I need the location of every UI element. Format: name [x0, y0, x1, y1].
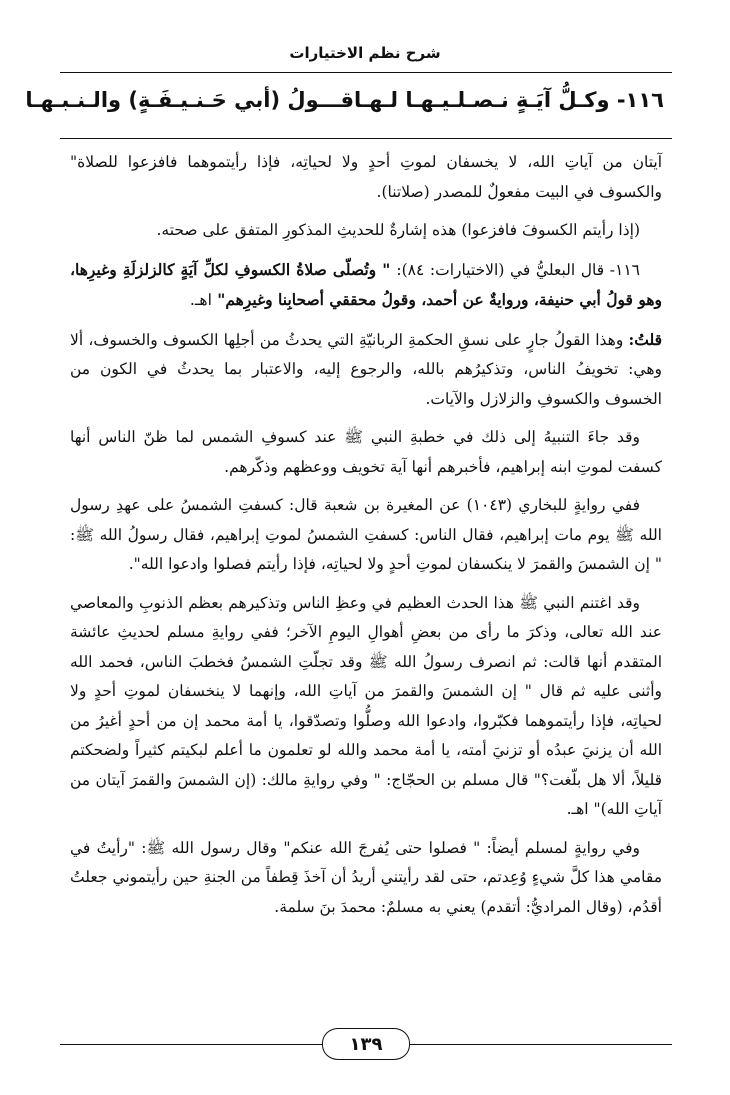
paragraph-1: آيتان من آياتِ الله، لا يخسفان لموتِ أحدٍ ولا لحياتِه، فإذا رأيتموهما فافزعوا للصلاة" والكسوف في البيت مفعولٌ للمصدر (صلاتنا). — [70, 153, 662, 201]
running-title: شرح نظم الاختيارات — [289, 44, 441, 62]
header-rule — [60, 72, 672, 73]
page-number: ١٣٩ — [322, 1028, 410, 1060]
verse-line — [25, 88, 664, 112]
paragraph-6: ففي روايةٍ للبخاري (١٠٤٣) عن المغيرة بن شعبة قال: كسفتِ الشمسُ على عهدِ رسول الله ﷺ يوم مات إبراهيم، فقال الناس: كسفتِ الشمسُ لموتِ إبراهيم، فقال رسولُ الله ﷺ: " إن الشمسَ والقمرَ لا ينكسفان لموتِ أحدٍ ولا لحياتِه، فإذا رأيتم فصلوا وادعوا الله". — [70, 496, 662, 573]
paragraph-7: وقد اغتنم النبي ﷺ هذا الحدث العظيم في وعظِ الناس وتذكيرهم بعظم الذنوبِ والمعاصي عند الله تعالى، وذكرَ ما رأى من بعضِ أهوالِ اليومِ الآخر؛ ففي روايةِ مسلم لحديثِ عائشة المتقدم أنها قالت: ثم انصرف رسولُ الله ﷺ وقد تجلّتِ الشمسُ فخطبَ الناس، فحمد الله وأثنى عليه ثم قال " إن الشمسَ والقمرَ من آياتِ الله، وإنهما لا ينخسفان لموتِ أحدٍ ولا لحياتِه، فإذا رأيتموهما فكبّروا، وادعوا الله وصلُّوا وتصدّقوا، يا أمة محمد إن من أحدٍ أغيرُ من الله أن يزنيَ عبدُه أو تزنيَ أمته، يا أمة محمد والله لو تعلمون ما أعلم لبكيتم كثيراً ولضحكتم قليلاً، ألا هل بلّغت؟" قال مسلم بن الحجّاج: " وفي روايةِ مالك: (إن الشمسَ والقمرَ آيتان من آياتِ الله)" اهـ. — [70, 593, 662, 818]
paragraph-2: (إذا رأيتم الكسوفَ فافزعوا) هذه إشارةٌ للحديثِ المذكورِ المتفق على صحته. — [156, 221, 640, 239]
paragraph-8: وفي روايةٍ لمسلم أيضاً: " فصلوا حتى يُفرجَ الله عنكم" وقال رسول الله ﷺ: "رأيتُ في مقامي هذا كلَّ شيءٍ وُعِدتم، حتى لقد رأيتني أريدُ أن آخذَ قِطفاً من الجنةِ حين رأيتموني جعلتُ أقدُم، (وقال المراديُّ: أتقدم) يعني به مسلمٌ: محمدَ بنَ سلمة. — [70, 838, 662, 916]
verse-second-hemistich: قـــولُ (أبي حَـنـيـفَـةٍ) والـنـبـهـا — [25, 88, 355, 112]
paragraph-5: وقد جاءَ التنبيهُ إلى ذلك في خطبةِ النبي ﷺ عند كسوفِ الشمس لما ظنّ الناس أنها كسفت لموتِ ابنه إبراهيم، فأخبرهم أنها آية تخويف ووعظهم وذكّرهم. — [70, 428, 662, 476]
verse-first-hemistich: ١١٦- وكـلُّ آيَـةٍ نـصـلـيـهـا لـهـا — [354, 88, 664, 112]
paragraph-3 — [70, 255, 662, 316]
footer-rule-right — [410, 1044, 672, 1045]
body-text — [70, 148, 662, 931]
footer-rule-left — [60, 1044, 322, 1045]
paragraph-4 — [70, 325, 662, 415]
paragraph-3-tail: اهـ. — [189, 291, 212, 309]
paragraph-4-text: وهذا القولُ جارٍ على نسقِ الحكمةِ الربانيّةِ التي يحدثُ من أجلِها الكسوف والخسوف، ألا وهي: تخويفُ الناس، وتذكيرُهم بالله، والرجوع إليه، والاعتبار بما يحدثُ في الكون من الخسوف والكسوفِ والزلازل والآيات. — [70, 330, 662, 408]
verse-rule — [60, 138, 672, 139]
paragraph-4-lead: قلتُ: — [628, 329, 662, 349]
paragraph-3-lead: ١١٦- قال البعليُّ في (الاختيارات: ٨٤): — [396, 260, 640, 279]
paragraph-3-quote: " وتُصلّى صلاةُ الكسوفِ لكلِّ آيَةٍ كالزلزلَةِ وغيرِها، وهو قولُ أبي حنيفة، وروايةٌ عن أحمد، وقولُ محققي أصحابِنا وغيرِهم" — [70, 259, 662, 309]
